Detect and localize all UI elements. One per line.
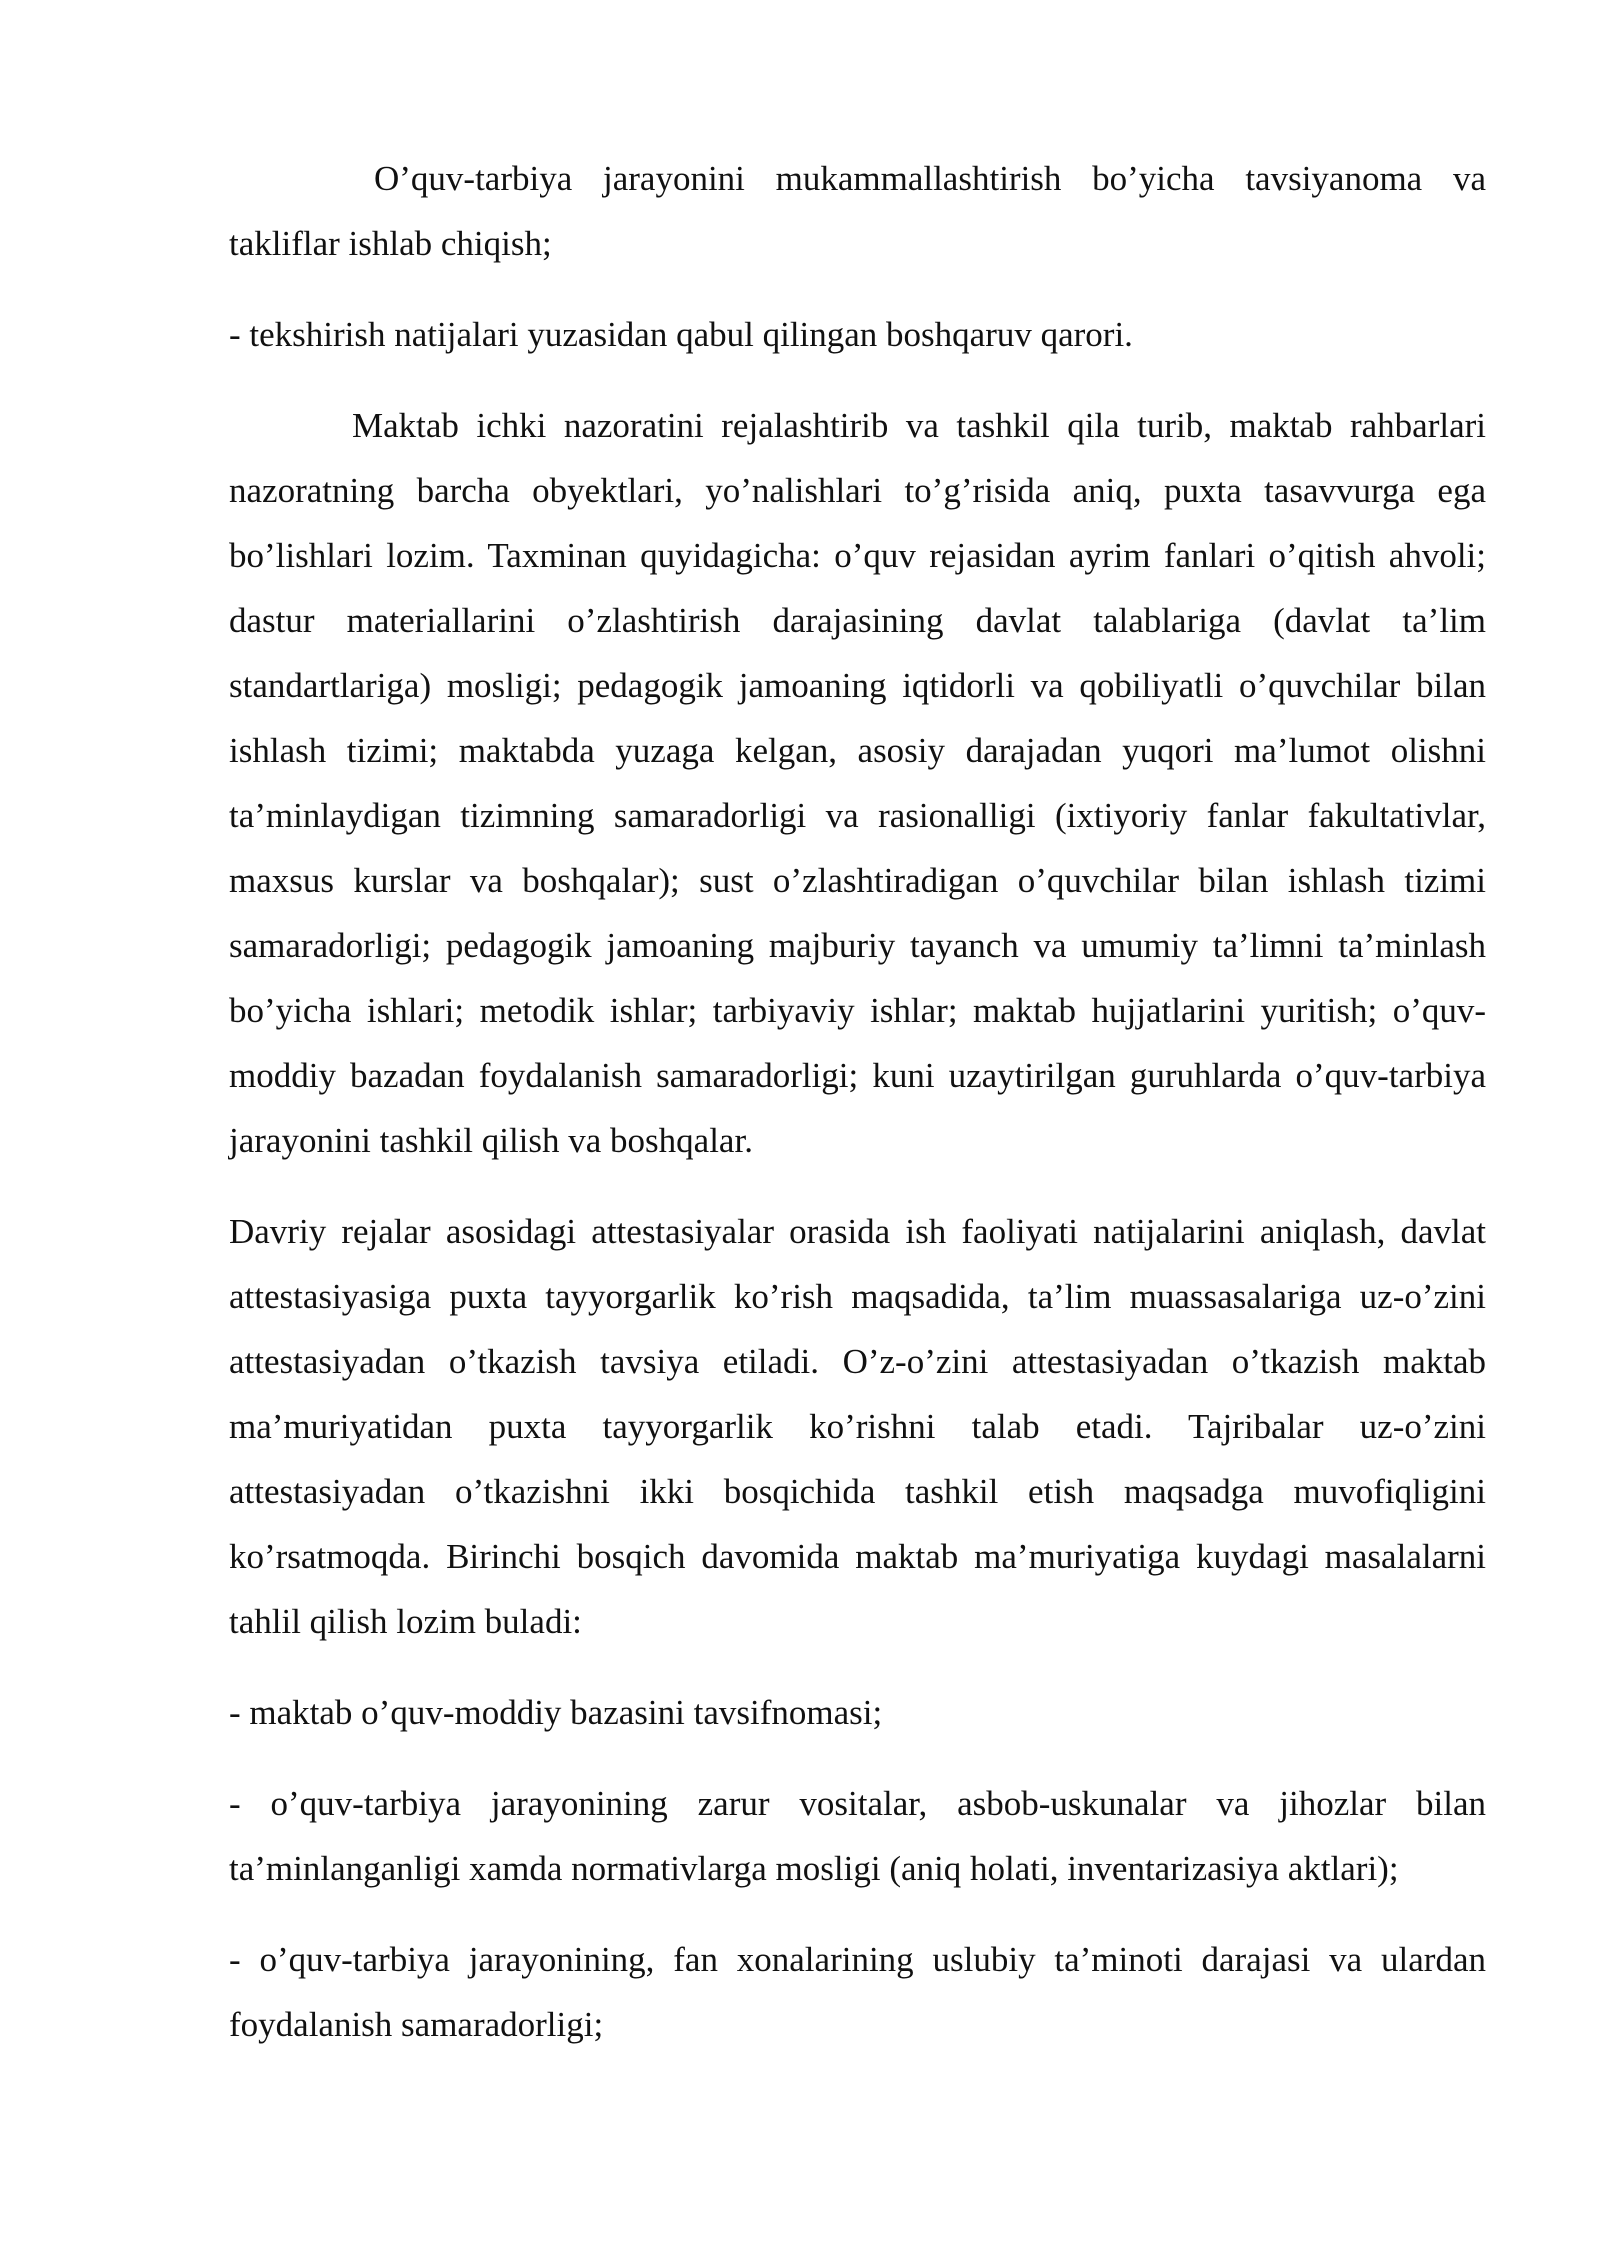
paragraph-management-decision: - tekshirish natijalari yuzasidan qabul qilingan boshqaruv qarori. [229, 315, 1133, 354]
paragraph-methodical-support: - o’quv-tarbiya jarayonining, fan xonalarining uslubiy ta’minoti darajasi va ulardan foydalanish samaradorligi; [229, 1940, 1486, 2044]
document-body [229, 146, 1486, 2083]
paragraph-material-base: - maktab o’quv-moddiy bazasini tavsifnomasi; [229, 1693, 883, 1732]
paragraph-equipment: - o’quv-tarbiya jarayonining zarur vositalar, asbob-uskunalar va jihozlar bilan ta’minlanganligi xamda normativlarga mosligi (aniq holati, inventarizasiya aktlari); [229, 1784, 1486, 1888]
paragraph-self-attestation: Davriy rejalar asosidagi attestasiyalar orasida ish faoliyati natijalarini aniqlash, davlat attestasiyasiga puxta tayyorgarlik ko’rish maqsadida, ta’lim muassasalariga uz-o’zini attestasiyadan o’tkazish tavsiya etiladi. O’z-o’zini attestasiyadan o’tkazish maktab ma’muriyatidan puxta tayyorgarlik ko’rishni talab etadi. Tajribalar uz-o’zini attestasiyadan o’tkazishni ikki bosqichida tashkil etish maqsadga muvofiqligini ko’rsatmoqda. Birinchi bosqich davomida maktab ma’muriyatiga kuydagi masalalarni tahlil qilish lozim buladi: [229, 1212, 1486, 1641]
paragraph-internal-control: Maktab ichki nazoratini rejalashtirib va tashkil qila turib, maktab rahbarlari nazoratning barcha obyektlari, yo’nalishlari to’g’risida aniq, puxta tasavvurga ega bo’lishlari lozim. Taxminan quyidagicha: o’quv rejasidan ayrim fanlari o’qitish ahvoli; dastur materiallarini o’zlashtirish darajasining davlat talablariga (davlat ta’lim standartlariga) mosligi; pedagogik jamoaning iqtidorli va qobiliyatli o’quvchilar bilan ishlash tizimi; maktabda yuzaga kelgan, asosiy darajadan yuqori ma’lumot olishni ta’minlaydigan tizimning samaradorligi va rasionalligi (ixtiyoriy fanlar fakultativlar, maxsus kurslar va boshqalar); sust o’zlashtiradigan o’quvchilar bilan ishlash tizimi samaradorligi; pedagogik jamoaning majburiy tayanch va umumiy ta’limni ta’minlash bo’yicha ishlari; metodik ishlar; tarbiyaviy ishlar; maktab hujjatlarini yuritish; o’quv-moddiy bazadan foydalanish samaradorligi; kuni uzaytirilgan guruhlarda o’quv-tarbiya jarayonini tashkil qilish va boshqalar. [229, 406, 1486, 1160]
paragraph-recommendations: O’quv-tarbiya jarayonini mukammallashtirish bo’yicha tavsiyanoma va takliflar ishlab chiqish; [229, 159, 1486, 263]
